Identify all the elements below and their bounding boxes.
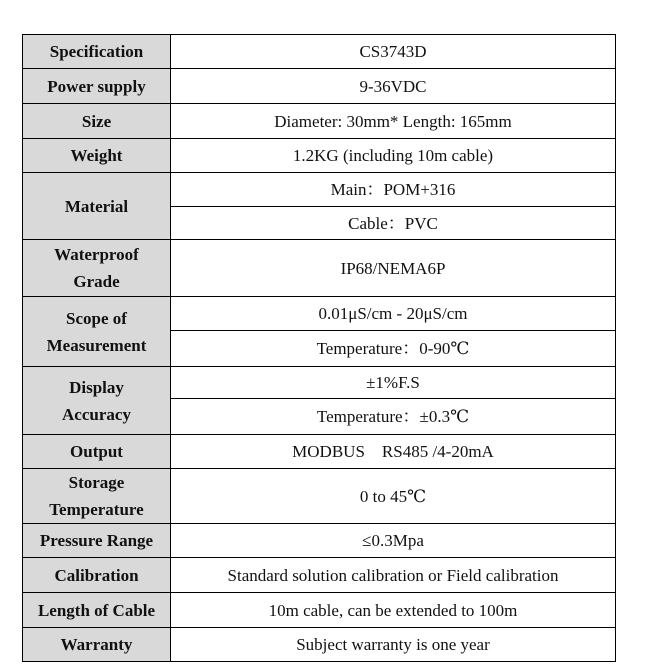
row-label-size: Size bbox=[23, 104, 171, 139]
row-value-calibration: Standard solution calibration or Field calibration bbox=[171, 558, 616, 593]
label-line: Measurement bbox=[46, 335, 147, 355]
table-row bbox=[23, 297, 616, 331]
label-line: Grade bbox=[73, 272, 120, 291]
table-row bbox=[23, 104, 616, 139]
row-label-warranty: Warranty bbox=[23, 628, 171, 662]
row-label-storage-temperature bbox=[23, 469, 171, 524]
row-value-warranty: Subject warranty is one year bbox=[171, 628, 616, 662]
row-label-output: Output bbox=[23, 435, 171, 469]
table-row bbox=[23, 558, 616, 593]
table-row bbox=[23, 240, 616, 297]
label-line: Accuracy bbox=[62, 404, 131, 424]
row-label-waterproof-grade bbox=[23, 240, 171, 297]
row-value-specification: CS3743D bbox=[171, 35, 616, 69]
row-label-scope-of-measurement bbox=[23, 297, 171, 367]
label-line: Scope of bbox=[66, 308, 127, 328]
row-value-material-cable: Cable：PVC bbox=[171, 207, 616, 240]
row-label-power-supply: Power supply bbox=[23, 69, 171, 104]
table-row bbox=[23, 628, 616, 662]
table-row bbox=[23, 367, 616, 399]
row-label-weight: Weight bbox=[23, 139, 171, 173]
table-row bbox=[23, 173, 616, 207]
row-label-calibration: Calibration bbox=[23, 558, 171, 593]
table-row bbox=[23, 139, 616, 173]
table-row bbox=[23, 35, 616, 69]
row-value-pressure-range: ≤0.3Mpa bbox=[171, 524, 616, 558]
row-value-storage-temperature: 0 to 45℃ bbox=[171, 469, 616, 524]
row-value-output: MODBUS RS485 /4-20mA bbox=[171, 435, 616, 469]
label-line: Waterproof bbox=[54, 245, 139, 264]
row-value-measurement-range: 0.01μS/cm - 20μS/cm bbox=[171, 297, 616, 331]
table-row bbox=[23, 524, 616, 558]
specification-table bbox=[22, 34, 616, 662]
table-row bbox=[23, 435, 616, 469]
row-label-length-of-cable: Length of Cable bbox=[23, 593, 171, 628]
table-row bbox=[23, 69, 616, 104]
row-label-specification: Specification bbox=[23, 35, 171, 69]
row-value-measurement-temperature: Temperature：0-90℃ bbox=[171, 331, 616, 367]
row-value-length-of-cable: 10m cable, can be extended to 100m bbox=[171, 593, 616, 628]
table-row bbox=[23, 469, 616, 524]
table-row bbox=[23, 593, 616, 628]
label-line: Temperature bbox=[49, 500, 144, 519]
row-value-size: Diameter: 30mm* Length: 165mm bbox=[171, 104, 616, 139]
label-line: Storage bbox=[68, 473, 125, 492]
row-value-material-main: Main：POM+316 bbox=[171, 173, 616, 207]
row-label-material: Material bbox=[23, 173, 171, 240]
row-label-pressure-range: Pressure Range bbox=[23, 524, 171, 558]
row-value-accuracy-temperature: Temperature：±0.3℃ bbox=[171, 399, 616, 435]
label-line: Display bbox=[69, 377, 124, 397]
row-value-power-supply: 9-36VDC bbox=[171, 69, 616, 104]
row-value-waterproof-grade: IP68/NEMA6P bbox=[171, 240, 616, 297]
row-value-weight: 1.2KG (including 10m cable) bbox=[171, 139, 616, 173]
row-label-display-accuracy bbox=[23, 367, 171, 435]
row-value-accuracy: ±1%F.S bbox=[171, 367, 616, 399]
